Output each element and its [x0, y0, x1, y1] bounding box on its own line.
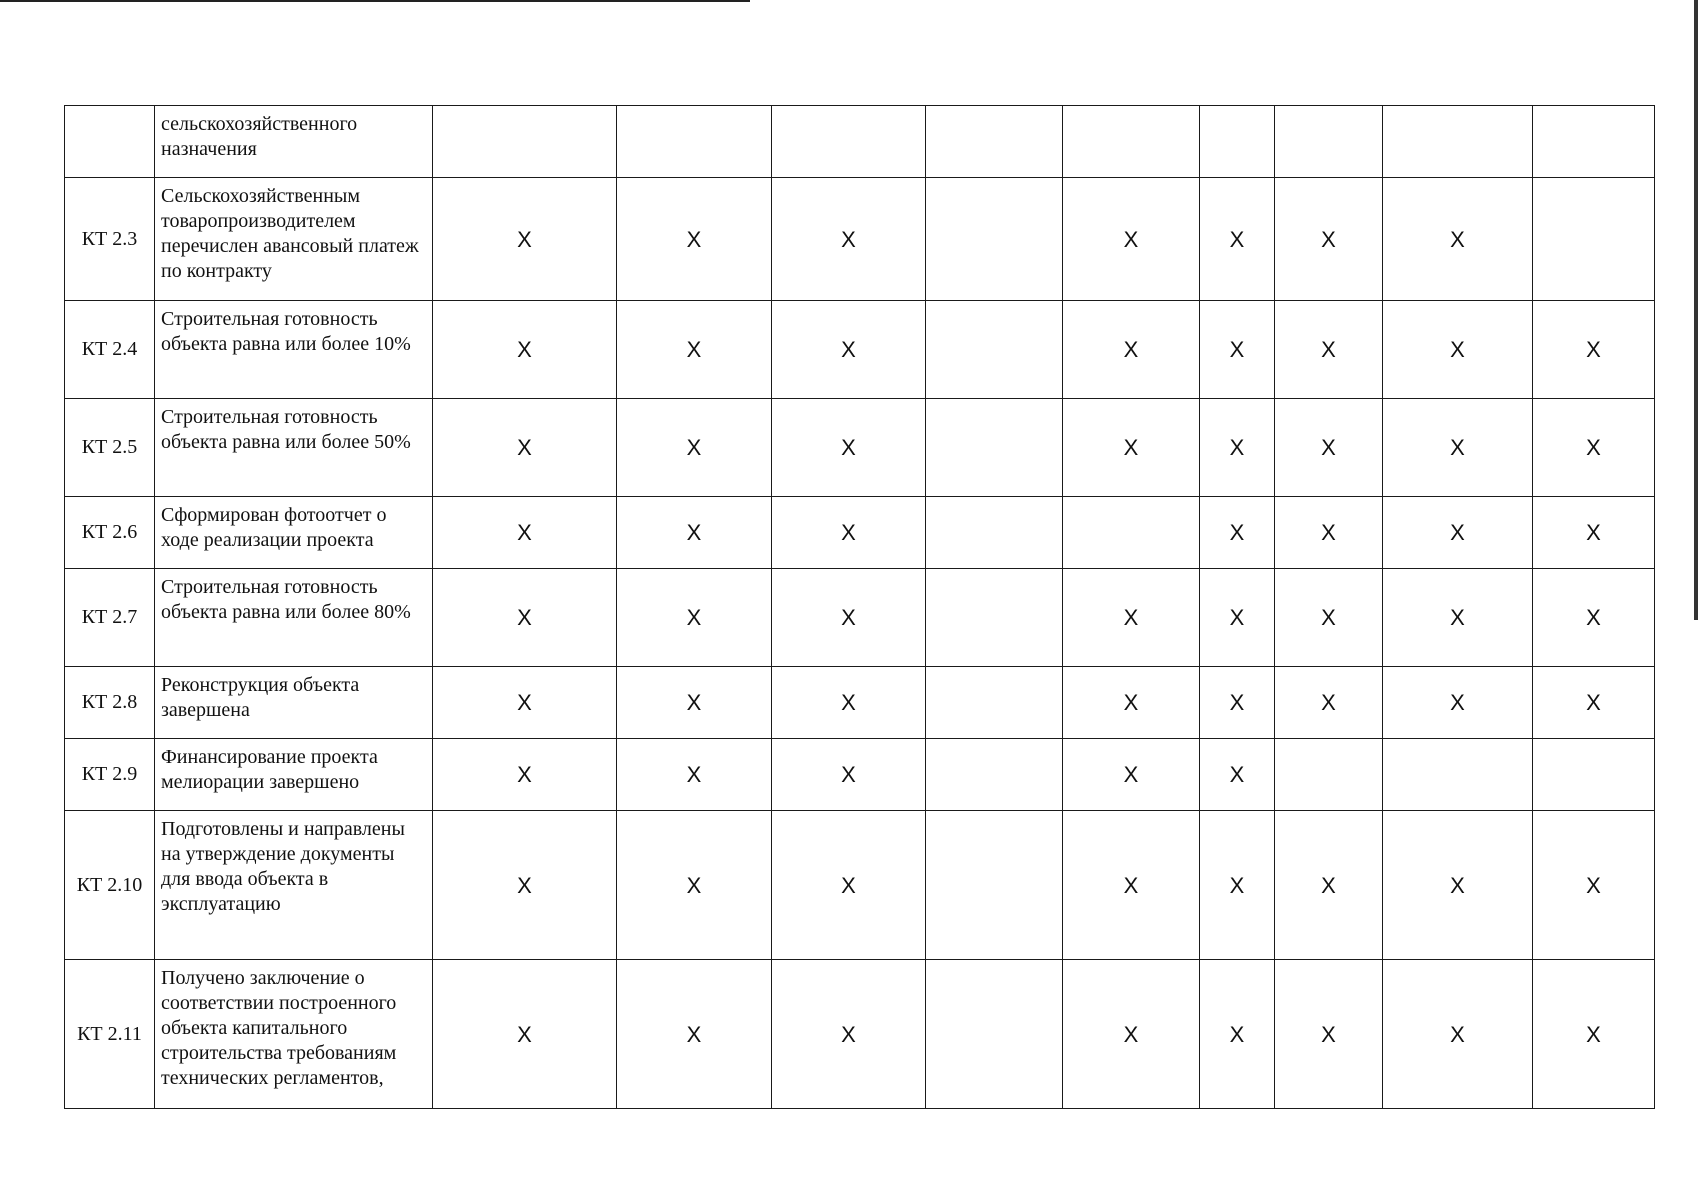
mark-cell: X	[433, 497, 617, 569]
mark-cell: X	[772, 811, 926, 960]
table-row	[65, 569, 1655, 667]
mark-cell: X	[1383, 399, 1533, 497]
mark-cell: X	[1383, 497, 1533, 569]
mark-cell: X	[1200, 178, 1275, 301]
mark-cell: X	[1383, 960, 1533, 1109]
mark-cell	[926, 497, 1063, 569]
mark-cell: X	[1200, 301, 1275, 399]
row-code: КТ 2.10	[65, 811, 155, 960]
row-description: Финансирование проекта мелиорации завершено	[155, 739, 433, 811]
row-code: КТ 2.5	[65, 399, 155, 497]
mark-cell: X	[617, 960, 772, 1109]
mark-cell: X	[433, 178, 617, 301]
mark-cell	[1533, 178, 1655, 301]
control-points-table	[64, 105, 1655, 1109]
mark-cell: X	[772, 497, 926, 569]
row-code: КТ 2.9	[65, 739, 155, 811]
mark-cell	[926, 811, 1063, 960]
mark-cell: X	[772, 399, 926, 497]
mark-cell: X	[772, 178, 926, 301]
mark-cell: X	[1275, 178, 1383, 301]
mark-cell: X	[1063, 667, 1200, 739]
mark-cell: X	[433, 569, 617, 667]
scan-artifact-right-edge	[1694, 0, 1698, 620]
mark-cell	[926, 106, 1063, 178]
mark-cell	[1063, 497, 1200, 569]
mark-cell	[1063, 106, 1200, 178]
mark-cell	[1275, 739, 1383, 811]
row-description: Строительная готовность объекта равна или более 10%	[155, 301, 433, 399]
mark-cell: X	[433, 960, 617, 1109]
table-row	[65, 301, 1655, 399]
mark-cell	[772, 106, 926, 178]
mark-cell: X	[1533, 569, 1655, 667]
mark-cell: X	[433, 301, 617, 399]
table-row	[65, 399, 1655, 497]
mark-cell	[1383, 106, 1533, 178]
mark-cell: X	[1063, 178, 1200, 301]
mark-cell: X	[772, 960, 926, 1109]
mark-cell	[926, 569, 1063, 667]
mark-cell: X	[1275, 569, 1383, 667]
mark-cell: X	[617, 811, 772, 960]
table-body	[65, 106, 1655, 1109]
mark-cell: X	[617, 569, 772, 667]
mark-cell: X	[1063, 399, 1200, 497]
mark-cell: X	[772, 301, 926, 399]
mark-cell	[926, 178, 1063, 301]
mark-cell: X	[1200, 739, 1275, 811]
mark-cell: X	[1533, 497, 1655, 569]
mark-cell: X	[433, 667, 617, 739]
mark-cell: X	[1383, 569, 1533, 667]
table-row	[65, 811, 1655, 960]
row-code: КТ 2.4	[65, 301, 155, 399]
mark-cell: X	[433, 739, 617, 811]
mark-cell	[433, 106, 617, 178]
mark-cell: X	[772, 667, 926, 739]
mark-cell: X	[617, 739, 772, 811]
mark-cell: X	[617, 399, 772, 497]
mark-cell: X	[617, 667, 772, 739]
mark-cell: X	[1275, 399, 1383, 497]
mark-cell: X	[1200, 497, 1275, 569]
row-code: КТ 2.8	[65, 667, 155, 739]
row-description: Получено заключение о соответствии построенного объекта капитального строительства требованиям технических регламентов,	[155, 960, 433, 1109]
mark-cell: X	[433, 399, 617, 497]
mark-cell	[1383, 739, 1533, 811]
mark-cell: X	[1063, 301, 1200, 399]
row-code: КТ 2.7	[65, 569, 155, 667]
mark-cell: X	[1275, 667, 1383, 739]
mark-cell: X	[433, 811, 617, 960]
mark-cell: X	[1200, 399, 1275, 497]
row-code: КТ 2.11	[65, 960, 155, 1109]
table-row	[65, 960, 1655, 1109]
row-code: КТ 2.6	[65, 497, 155, 569]
row-code: КТ 2.3	[65, 178, 155, 301]
mark-cell: X	[1200, 569, 1275, 667]
mark-cell: X	[1275, 301, 1383, 399]
table-row	[65, 106, 1655, 178]
mark-cell: X	[1383, 301, 1533, 399]
scan-artifact-top-line	[0, 0, 750, 2]
mark-cell	[926, 739, 1063, 811]
mark-cell: X	[1533, 301, 1655, 399]
mark-cell: X	[1275, 497, 1383, 569]
mark-cell	[926, 399, 1063, 497]
mark-cell	[617, 106, 772, 178]
mark-cell: X	[1063, 960, 1200, 1109]
mark-cell: X	[1383, 178, 1533, 301]
row-description: Строительная готовность объекта равна или более 50%	[155, 399, 433, 497]
mark-cell: X	[1200, 960, 1275, 1109]
mark-cell	[926, 301, 1063, 399]
mark-cell: X	[1063, 739, 1200, 811]
row-description: Сформирован фотоотчет о ходе реализации проекта	[155, 497, 433, 569]
row-code	[65, 106, 155, 178]
mark-cell: X	[1533, 960, 1655, 1109]
mark-cell: X	[617, 178, 772, 301]
table-row	[65, 178, 1655, 301]
row-description: сельскохозяйственного назначения	[155, 106, 433, 178]
mark-cell: X	[1063, 569, 1200, 667]
mark-cell: X	[1383, 667, 1533, 739]
row-description: Реконструкция объекта завершена	[155, 667, 433, 739]
row-description: Сельскохозяйственным товаропроизводителем перечислен авансовый платеж по контракту	[155, 178, 433, 301]
mark-cell	[1275, 106, 1383, 178]
mark-cell: X	[617, 497, 772, 569]
mark-cell: X	[617, 301, 772, 399]
table-row	[65, 667, 1655, 739]
table-row	[65, 497, 1655, 569]
mark-cell: X	[772, 569, 926, 667]
mark-cell: X	[1533, 667, 1655, 739]
mark-cell: X	[1275, 960, 1383, 1109]
mark-cell: X	[1200, 811, 1275, 960]
mark-cell	[926, 667, 1063, 739]
row-description: Подготовлены и направлены на утверждение документы для ввода объекта в эксплуатацию	[155, 811, 433, 960]
mark-cell: X	[1533, 811, 1655, 960]
mark-cell: X	[1200, 667, 1275, 739]
mark-cell: X	[1275, 811, 1383, 960]
mark-cell	[926, 960, 1063, 1109]
table-row	[65, 739, 1655, 811]
row-description: Строительная готовность объекта равна или более 80%	[155, 569, 433, 667]
mark-cell	[1533, 739, 1655, 811]
mark-cell	[1533, 106, 1655, 178]
mark-cell	[1200, 106, 1275, 178]
mark-cell: X	[1063, 811, 1200, 960]
mark-cell: X	[772, 739, 926, 811]
mark-cell: X	[1533, 399, 1655, 497]
mark-cell: X	[1383, 811, 1533, 960]
